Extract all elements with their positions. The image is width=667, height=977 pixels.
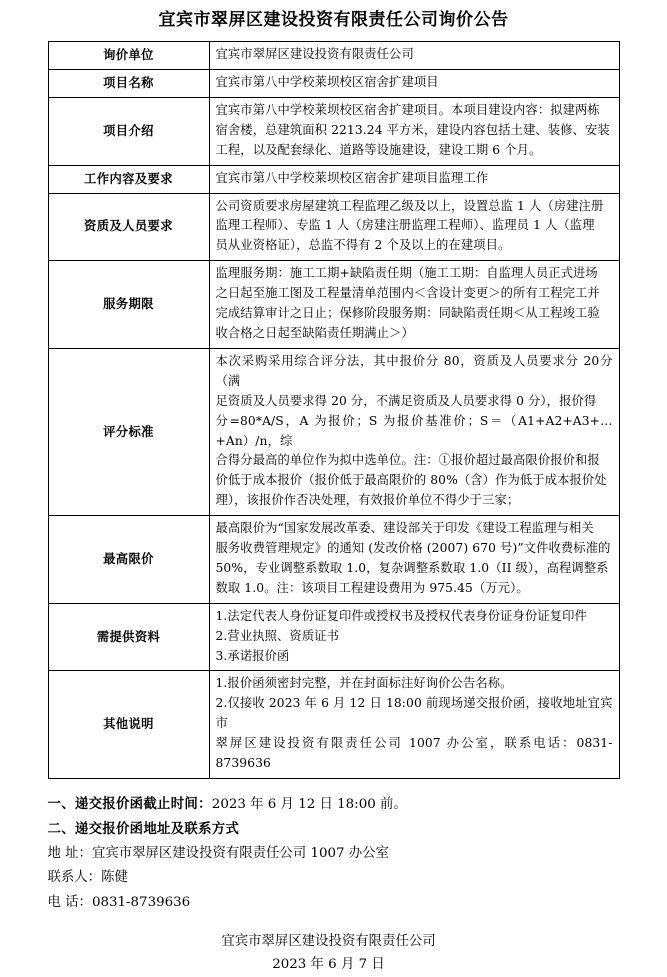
- row-value-line: 收合格之日起至缺陷责任期满止＞）: [215, 325, 414, 340]
- row-value-line: 翠屏区建设投资有限责任公司 1007 办公室，联系电话：0831-8739636: [215, 736, 613, 771]
- address-value: 宜宾市翠屏区建设投资有限责任公司 1007 办公室: [91, 845, 389, 861]
- table-row: [48, 348, 619, 515]
- contact-value: 陈健: [101, 870, 128, 886]
- row-value-line: 50%，专业调整系数取 1.0，复杂调整系数取 1.0（II 级），高程调整系: [215, 560, 609, 575]
- table-row: [48, 70, 619, 98]
- table-body: [48, 42, 619, 779]
- row-value: [209, 193, 619, 261]
- row-value-line: 最高限价为“国家发展改革委、建设部关于印发《建设工程监理与相关: [215, 521, 594, 536]
- row-label: 项目介绍: [48, 97, 209, 165]
- table-row: [48, 193, 619, 261]
- row-value: [209, 348, 619, 515]
- row-value: [209, 671, 619, 779]
- row-value: [209, 261, 619, 349]
- row-label: 其他说明: [48, 671, 209, 779]
- row-value: [209, 97, 619, 165]
- deadline-value: 2023 年 6 月 12 日 18:00 前。: [211, 797, 407, 812]
- row-value: [209, 603, 619, 671]
- row-value-line: 价低于成本报价（报价低于最高限价的 80%（含）作为低于成本报价处: [215, 473, 607, 488]
- row-value-line: 3.承诺报价函: [215, 648, 290, 663]
- row-value-line: 1.法定代表人身份证复印件或授权书及授权代表身份证身份证复印件: [215, 608, 587, 623]
- address-label: 地 址：: [47, 845, 92, 861]
- row-value-line: 宿舍楼，总建筑面积 2213.24 平方米，建设内容包括土建、装修、安装: [215, 122, 610, 137]
- row-value-line: 服务收费管理规定》的通知 (发改价格 (2007) 670 号)”文件收费标准的: [215, 541, 611, 556]
- row-label: 询价单位: [48, 42, 209, 70]
- row-label: 项目名称: [48, 70, 209, 98]
- contact-line: [48, 866, 620, 890]
- signature-block: [48, 915, 620, 977]
- deadline-line: [48, 792, 620, 817]
- row-value: [209, 70, 619, 98]
- row-value-line: 足资质及人员要求得 20 分，不满足资质及人员要求得 0 分），报价得: [215, 393, 597, 408]
- signature-date: 2023 年 6 月 7 日: [272, 957, 385, 973]
- phone-value: 0831-8739636: [91, 894, 191, 910]
- row-value-line: 监理工程师）、专监 1 人（房建注册监理工程师）、监理员 1 人（监理: [215, 218, 595, 233]
- announcement-info-table: [48, 41, 620, 779]
- row-value-line: 本次采购采用综合评分法，其中报价分 80，资质及人员要求分 20分（满: [215, 353, 613, 388]
- table-row: [48, 97, 619, 165]
- address-line: [48, 842, 620, 866]
- row-value-line: 宜宾市第八中学校莱坝校区宿舍扩建项目监理工作: [215, 170, 489, 185]
- table-row: [48, 42, 619, 70]
- table-row: [48, 671, 619, 779]
- row-value-line: 1.报价函须密封完整，并在封面标注好询价公告名称。: [215, 676, 513, 691]
- row-value-line: 完成结算审计之日止；保修阶段服务期：同缺陷责任期＜从工程竣工验: [215, 306, 600, 321]
- row-label: 服务期限: [48, 261, 209, 349]
- row-value-line: 2.仅接收 2023 年 6 月 12 日 18:00 前现场递交报价函，接收地址宜宾市: [215, 696, 613, 731]
- row-value-line: 之日起至施工图及工程量清单范围内＜含设计变更＞的所有工程完工并: [215, 286, 600, 301]
- footer-notes: [48, 779, 620, 915]
- row-value-line: 宜宾市第八中学校莱坝校区宿舍扩建项目: [215, 75, 439, 89]
- table-row: [48, 261, 619, 349]
- row-label: 评分标准: [48, 348, 209, 515]
- row-value: [209, 165, 619, 193]
- row-label: 资质及人员要求: [48, 193, 209, 261]
- row-value-line: 数取 1.0。注：该项目工程建设费用为 975.45（万元）。: [215, 580, 529, 595]
- row-value-line: 宜宾市翠屏区建设投资有限责任公司: [215, 47, 414, 62]
- address-section-heading: 二、递交报价函地址及联系方式: [47, 821, 240, 838]
- table-row: [48, 516, 619, 604]
- contact-label: 联系人：: [47, 870, 102, 886]
- row-label: 工作内容及要求: [48, 165, 209, 193]
- row-value-line: 2.营业执照、资质证书: [215, 628, 340, 643]
- row-value-line: 合得分最高的单位作为拟中选单位。注：①报价超过最高限价报价和报: [215, 453, 600, 468]
- table-row: [48, 165, 619, 193]
- row-value-line: 工程，以及配套绿化、道路等设施建设，建设工期 6 个月。: [215, 142, 542, 157]
- row-value-line: 宜宾市第八中学校莱坝校区宿舍扩建项目。本项目建设内容：拟建两栋: [215, 102, 600, 117]
- phone-label: 电 话：: [47, 894, 92, 910]
- phone-line: [48, 891, 620, 915]
- row-value: [209, 42, 619, 70]
- signature-company: 宜宾市翠屏区建设投资有限责任公司: [221, 933, 436, 949]
- table-row: [48, 603, 619, 671]
- row-value-line: 理），该报价作否决处理，有效报价单位不得少于三家；: [215, 493, 520, 508]
- row-value: [209, 516, 619, 604]
- row-value-line: 分=80*A/S，A 为报价；S 为报价基准价；S＝（A1+A2+A3+…+An）/n，综: [215, 413, 613, 448]
- row-label: 需提供资料: [48, 603, 209, 671]
- row-label: 最高限价: [48, 516, 209, 604]
- row-value-line: 监理服务期：施工工期+缺陷责任期（施工工期：自监理人员正式进场: [215, 266, 598, 281]
- row-value-line: 员从业资格证），总监不得有 2 个及以上的在建项目。: [215, 238, 511, 253]
- row-value-line: 公司资质要求房屋建筑工程监理乙级及以上，设置总监 1 人（房建注册: [215, 198, 604, 213]
- deadline-label: 一、递交报价函截止时间：: [47, 796, 212, 812]
- page-title: 宜宾市翠屏区建设投资有限责任公司询价公告: [158, 10, 509, 30]
